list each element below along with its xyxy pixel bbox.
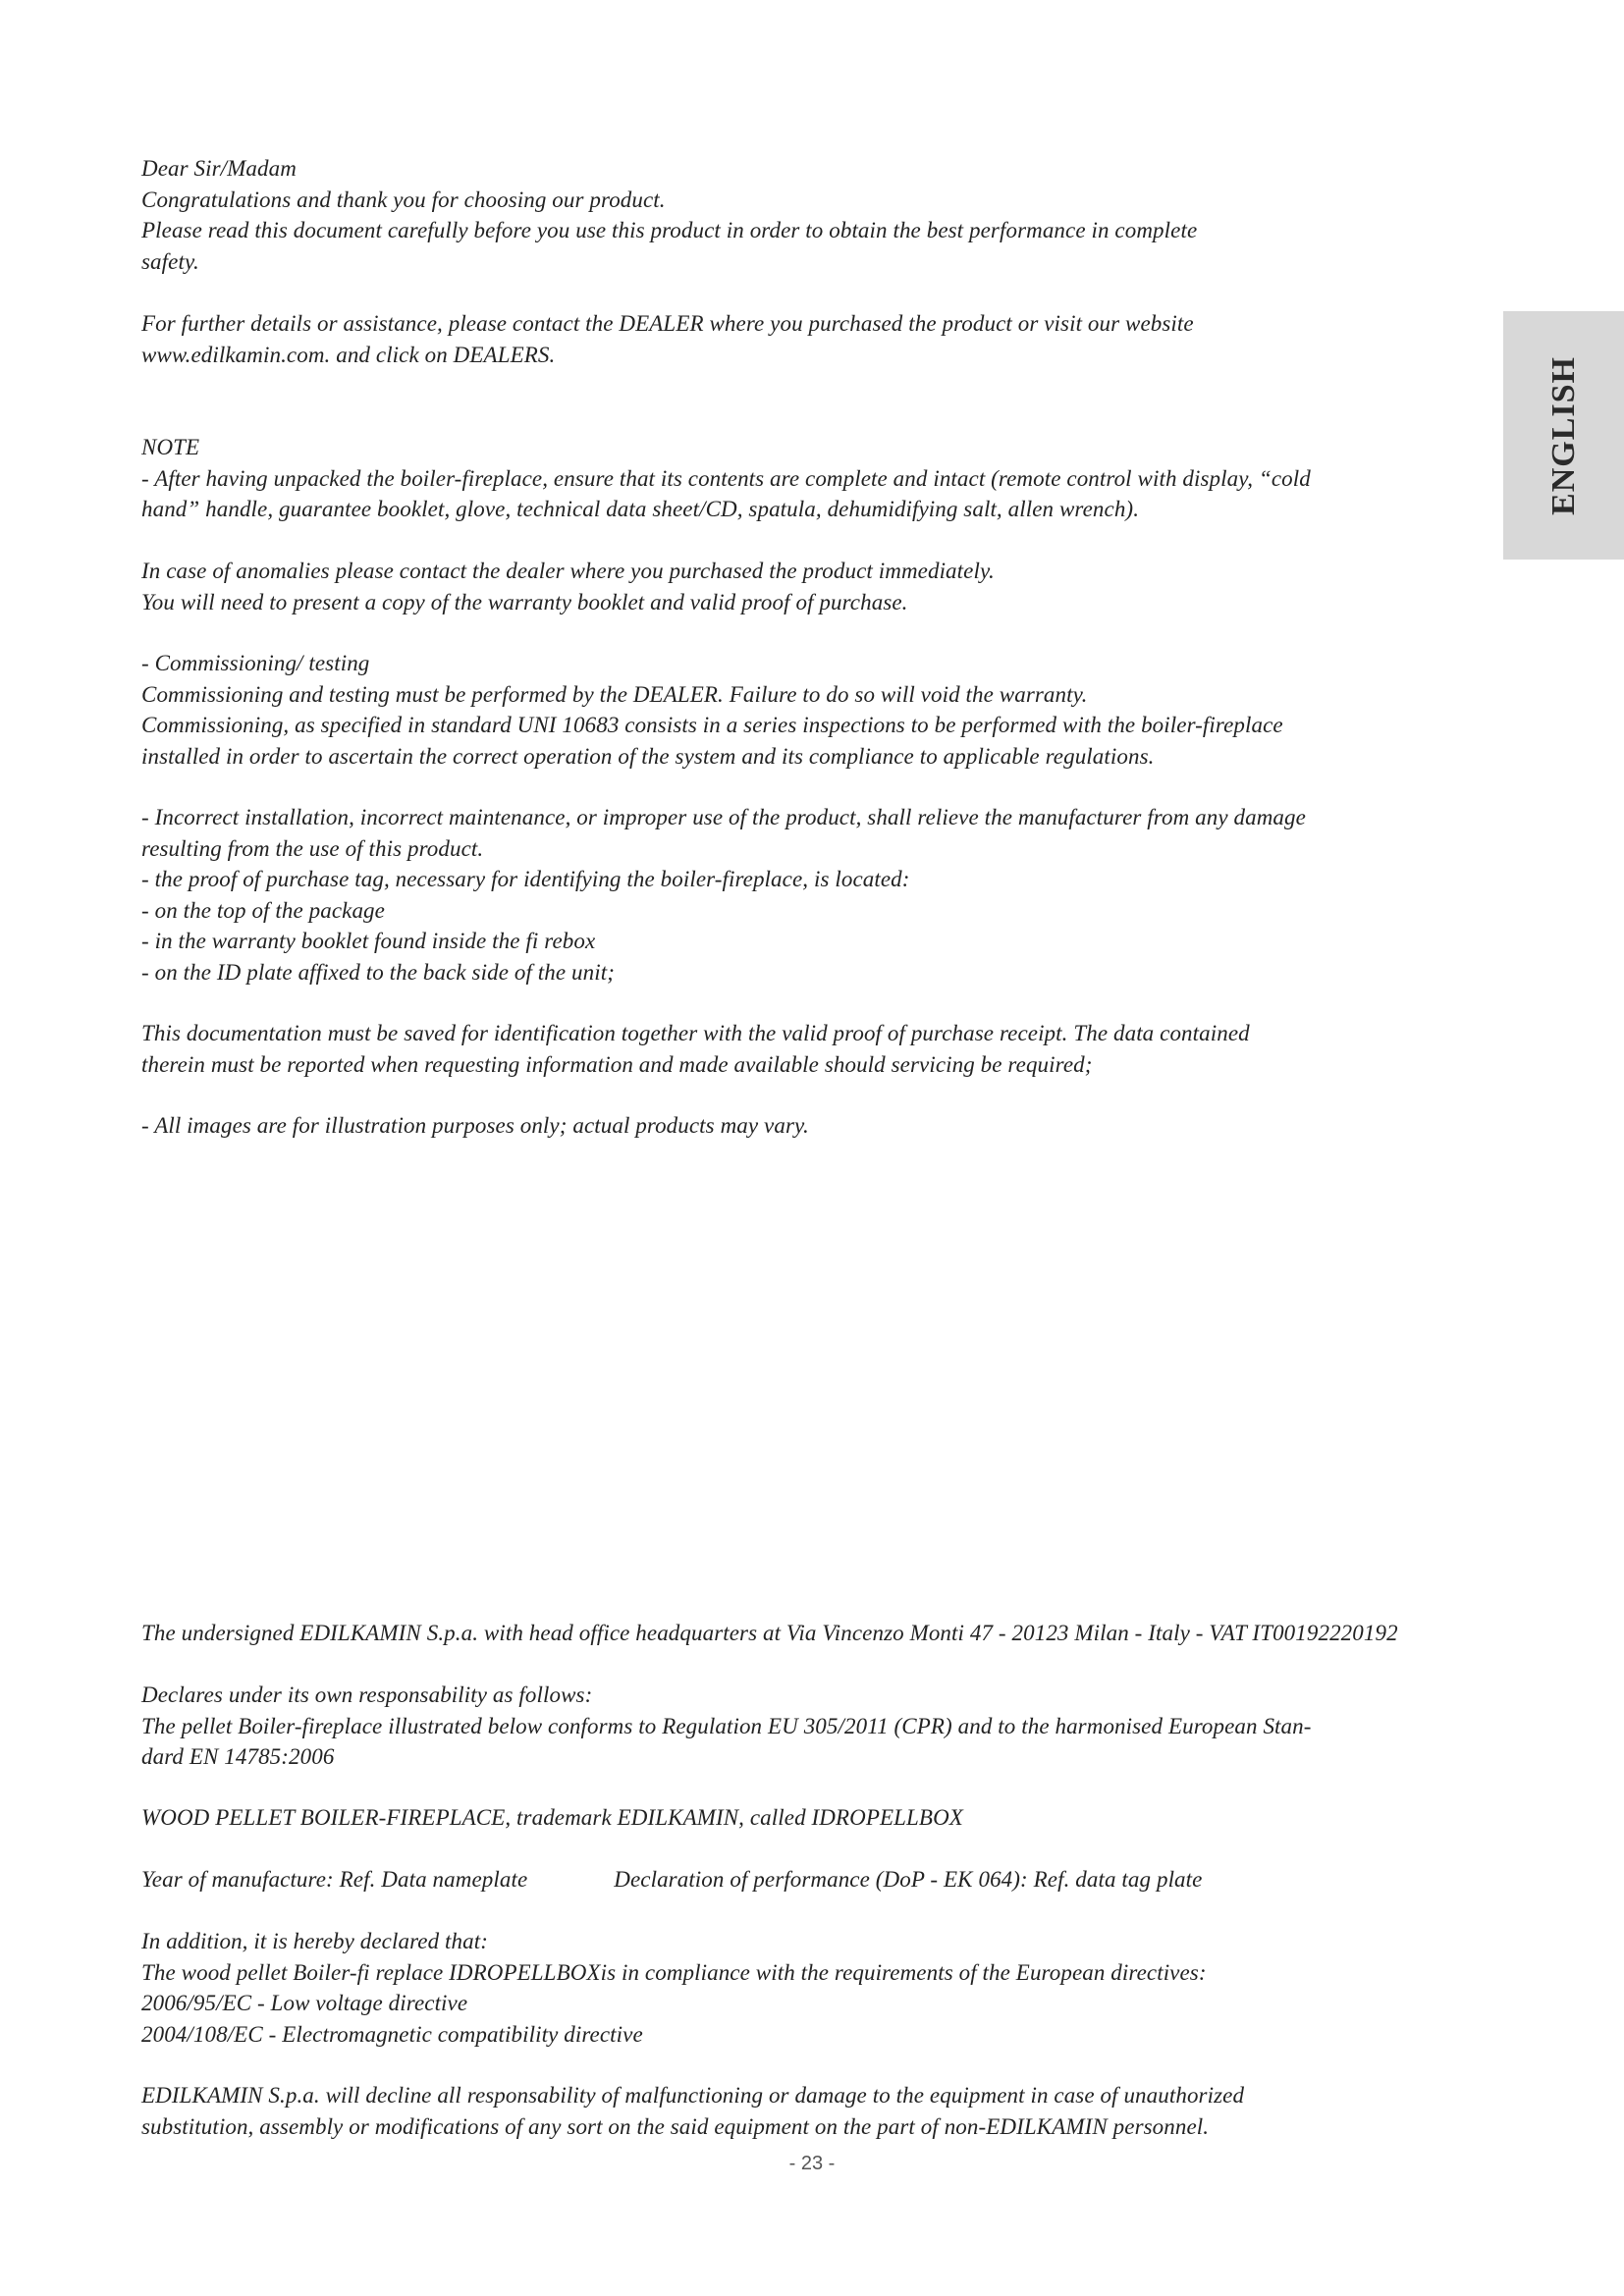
year-of-manufacture: Year of manufacture: Ref. Data nameplate [141,1867,528,1892]
disclaimer-line: EDILKAMIN S.p.a. will decline all responsability of malfunctioning or damage to the equipment in case of unauthorized [141,2083,1245,2108]
declares-line: The pellet Boiler-fireplace illustrated below conforms to Regulation EU 305/2011 (CPR) and to the harmonised European Stan- [141,1713,1312,1738]
declares-line: dard EN 14785:2006 [141,1744,335,1769]
documentation-line: therein must be reported when requesting information and made available should servicing be required; [141,1051,1093,1077]
anomalies-paragraph [141,556,1496,617]
intro-line: Congratulations and thank you for choosing our product. [141,187,666,212]
manufacture-paragraph [141,1864,1496,1896]
disclaimer-line: substitution, assembly or modifications of any sort on the said equipment on the part of non-EDILKAMIN personnel. [141,2113,1210,2139]
manufacture-line [141,1864,1496,1896]
intro-line: Please read this document carefully before you use this product in order to obtain the best performance in complete [141,218,1198,242]
documentation-line: This documentation must be saved for identification together with the valid proof of purchase receipt. The data contained [141,1021,1250,1045]
product-paragraph [141,1802,1496,1834]
undersigned-paragraph [141,1618,1496,1649]
documentation-paragraph [141,1018,1496,1080]
note-heading: NOTE [141,435,200,459]
images-note-line: - All images are for illustration purposes only; actual products may vary. [141,1113,809,1138]
in-addition-line: In addition, it is hereby declared that: [141,1929,488,1953]
proof-location-item: - on the top of the package [141,897,385,923]
undersigned-line: The undersigned EDILKAMIN S.p.a. with head office headquarters at Via Vincenzo Monti 47 - 20123 Milan - Italy - VAT IT00192220192 [141,1621,1398,1645]
assistance-line: For further details or assistance, please contact the DEALER where you purchased the product or visit our website [141,311,1194,336]
in-addition-line: The wood pellet Boiler-fi replace IDROPELLBOXis in compliance with the requirements of the European directives: [141,1959,1207,1985]
commissioning-heading: - Commissioning/ testing [141,651,370,675]
commissioning-line: installed in order to ascertain the correct operation of the system and its compliance to applicable regulations. [141,743,1155,769]
language-tab-label: ENGLISH [1544,355,1582,515]
images-note-paragraph [141,1110,1496,1142]
directive-line: 2004/108/EC - Electromagnetic compatibility directive [141,2021,643,2047]
declares-line: Declares under its own responsability as follows: [141,1682,593,1707]
proof-location-item: - on the ID plate affixed to the back side of the unit; [141,959,615,985]
intro-paragraph [141,153,1496,277]
commissioning-line: Commissioning, as specified in standard UNI 10683 consists in a series inspections to be performed with the boiler-fireplace [141,713,1283,737]
proof-of-purchase-line: - the proof of purchase tag, necessary for identifying the boiler-fireplace, is located: [141,867,910,891]
anomalies-line: You will need to present a copy of the warranty booklet and valid proof of purchase. [141,589,908,614]
in-addition-paragraph [141,1926,1496,2050]
incorrect-use-line: resulting from the use of this product. [141,835,484,861]
commissioning-paragraph [141,648,1496,772]
note-line: - After having unpacked the boiler-fireplace, ensure that its contents are complete and intact (remote control with display, “cold [141,465,1311,491]
language-tab [1503,311,1624,560]
product-line: WOOD PELLET BOILER-FIREPLACE, trademark EDILKAMIN, called IDROPELLBOX [141,1805,963,1830]
assistance-line: www.edilkamin.com. and click on DEALERS. [141,342,556,367]
assistance-paragraph [141,308,1496,370]
greeting-line: Dear Sir/Madam [141,156,297,181]
incorrect-use-paragraph [141,802,1496,988]
declaration-of-performance: Declaration of performance (DoP - EK 064): Ref. data tag plate [614,1867,1203,1892]
disclaimer-paragraph [141,2080,1496,2142]
intro-line: safety. [141,248,199,274]
anomalies-line: In case of anomalies please contact the dealer where you purchased the product immediately. [141,559,995,583]
commissioning-line: Commissioning and testing must be performed by the DEALER. Failure to do so will void the warranty. [141,681,1088,707]
declares-paragraph [141,1680,1496,1773]
note-paragraph [141,432,1496,525]
proof-location-item: - in the warranty booklet found inside the fi rebox [141,929,596,953]
note-line: hand” handle, guarantee booklet, glove, technical data sheet/CD, spatula, dehumidifying salt, allen wrench). [141,497,1140,521]
directive-line: 2006/95/EC - Low voltage directive [141,1991,468,2015]
page-number: - 23 - [788,2153,836,2174]
incorrect-use-line: - Incorrect installation, incorrect maintenance, or improper use of the product, shall relieve the manufacturer from any damage [141,805,1306,829]
